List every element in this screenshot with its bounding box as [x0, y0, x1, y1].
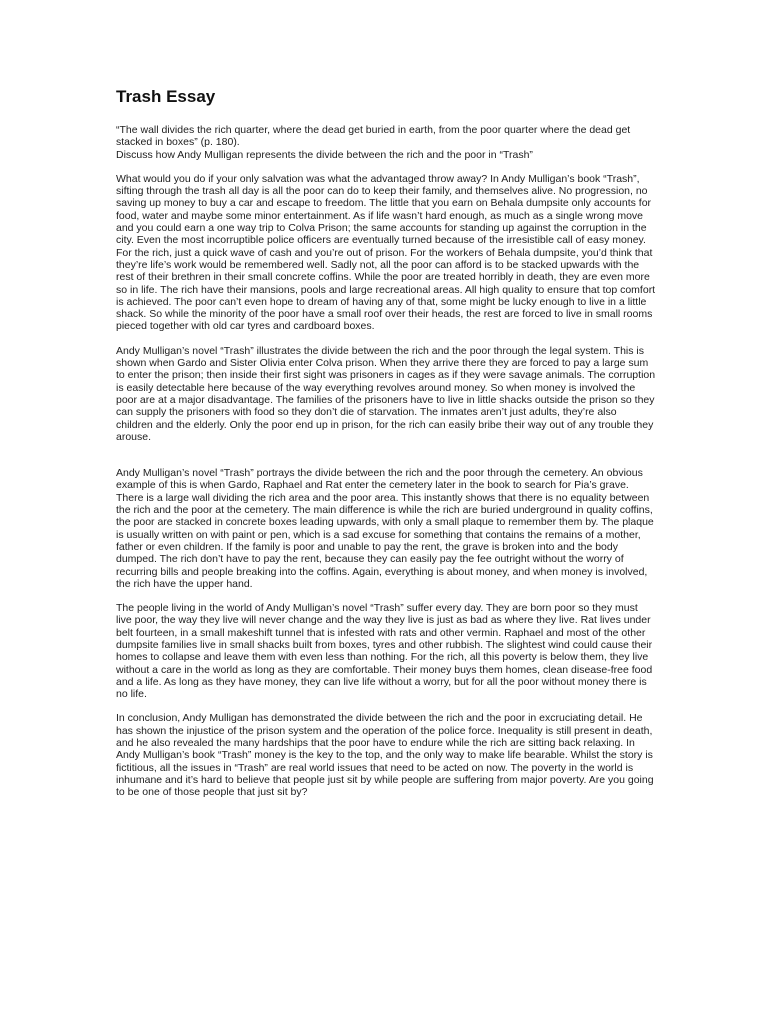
paragraph-cemetery: Andy Mulligan’s novel “Trash” portrays the divide between the rich and the poor through the cemetery. An obvious example of this is when Gardo, Raphael and Rat enter the cemetery later in the book to search for Pia’s grave. There is a large wall dividing the rich area and the poor area. This instantly shows that there is no equality between the rich and the poor at the cemetery. The main difference is while the rich are buried underground in quality coffins, the poor are stacked in concrete boxes leading upwards, with only a small plaque to remember them by. The plaque is usually written on with paint or pen, which is a sad excuse for something that contains the remains of a mother, father or even children. If the family is poor and unable to pay the rent, the grave is broken into and the body dumped. The rich don’t have to pay the rent, because they can easily pay the fee outright without the worry of recurring bills and people breaking into the coffins. Again, everything is about money, and when money is involved, the rich have the upper hand. — [116, 467, 654, 590]
paragraph-spacer — [116, 700, 656, 712]
paragraph-legal-system: Andy Mulligan’s novel “Trash” illustrates the divide between the rich and the poor through the legal system. This is shown when Gardo and Sister Olivia enter Colva prison. When they arrive there they are forced to pay a large sum to enter the prison; then inside their first sight was prisoners in cages as if they were savage animals. The corruption is easily detectable here because of the way everything revolves around money. So when money is involved the poor are at a major disadvantage. The families of the prisoners have to live in little shacks outside the prison so they can supply the prisoners with food so they don’t die of starvation. The inmates aren’t just adults, they’re also children and the elderly. Only the poor end up in prison, for the rich can easily bribe their way out of any trouble they arouse. — [116, 344, 656, 443]
essay-quote: “The wall divides the rich quarter, where the dead get buried in earth, from the poor quarter where the dead get stacked in boxes” (p. 180). — [116, 124, 631, 149]
paragraph-introduction: What would you do if your only salvation was what the advantaged throw away? In Andy Mulligan’s book “Trash”, sifting through the trash all day is all the poor can do to keep their family, and themselves alive. No progression, no saving up money to buy a car and escape to freedom. The little that you earn on Behala dumpsite only accounts for food, water and maybe some minor entertainment. As if life wasn’t hard enough, as much as a single wrong move and you could earn a one way trip to Colva Prison; the same accounts for standing up against the corruption in the city. Even the most incorruptible police officers are eventually turned because of the irresistible call of easy money. For the rich, just a quick wave of cash and you’re out of prison. For the workers of Behala dumpsite, you’d think that they’re life’s work would be remembered well. Sadly not, all the poor can afford is to be stacked upwards with the rest of their brethren in their small concrete coffins. While the poor are treated horribly in death, they are even more so in life. The rich have their mansions, pools and large recreational areas. All high quality to ensure that top comfort is achieved. The poor can’t even hope to dream of having any of that, some might be lucky enough to live in a little shack. So while the minority of the poor have a small roof over their heads, the rest are forced to live in small rooms pieced together with old car tyres and cardboard boxes. — [116, 172, 656, 333]
document-page — [116, 86, 656, 799]
document-title: Trash Essay — [116, 87, 216, 106]
paragraph-spacer — [116, 161, 656, 173]
paragraph-spacer — [116, 333, 656, 345]
paragraph-spacer — [116, 590, 656, 602]
paragraph-conclusion: In conclusion, Andy Mulligan has demonstrated the divide between the rich and the poor in excruciating detail. He has shown the injustice of the prison system and the operation of the police force. Inequality is still present in death, and he also revealed the many hardships that the poor have to endure while the rich are sitting back relaxing. In Andy Mulligan’s book “Trash” money is the key to the top, and the only way to make life bearable. Whilst the story is fictitious, all the issues in “Trash” are real world issues that need to be acted on now. The poverty in the world is inhumane and it’s hard to believe that people just sit by while people are suffering from major poverty. Are you going to be one of those people that just sit by? — [116, 712, 654, 799]
paragraph-spacer — [116, 443, 656, 467]
paragraph-living-conditions: The people living in the world of Andy Mulligan’s novel “Trash” suffer every day. They are born poor so they must live poor, the way they live will never change and the way they live is just as bad as where they live. Rat lives under belt fourteen, in a small makeshift tunnel that is infested with rats and other vermin. Raphael and most of the other dumpsite families live in small shacks built from boxes, tyres and other rubbish. The slightest wind could cause their homes to collapse and leave them with even less than nothing. For the rich, all this poverty is below them, they live without a care in the world as long as they are comfortable. Their money buys them homes, clean disease-free food and a life. As long as they have money, they can live life without a worry, but for all the poor without money there is no life. — [116, 602, 653, 701]
essay-prompt: Discuss how Andy Mulligan represents the divide between the rich and the poor in “Trash” — [116, 148, 533, 161]
